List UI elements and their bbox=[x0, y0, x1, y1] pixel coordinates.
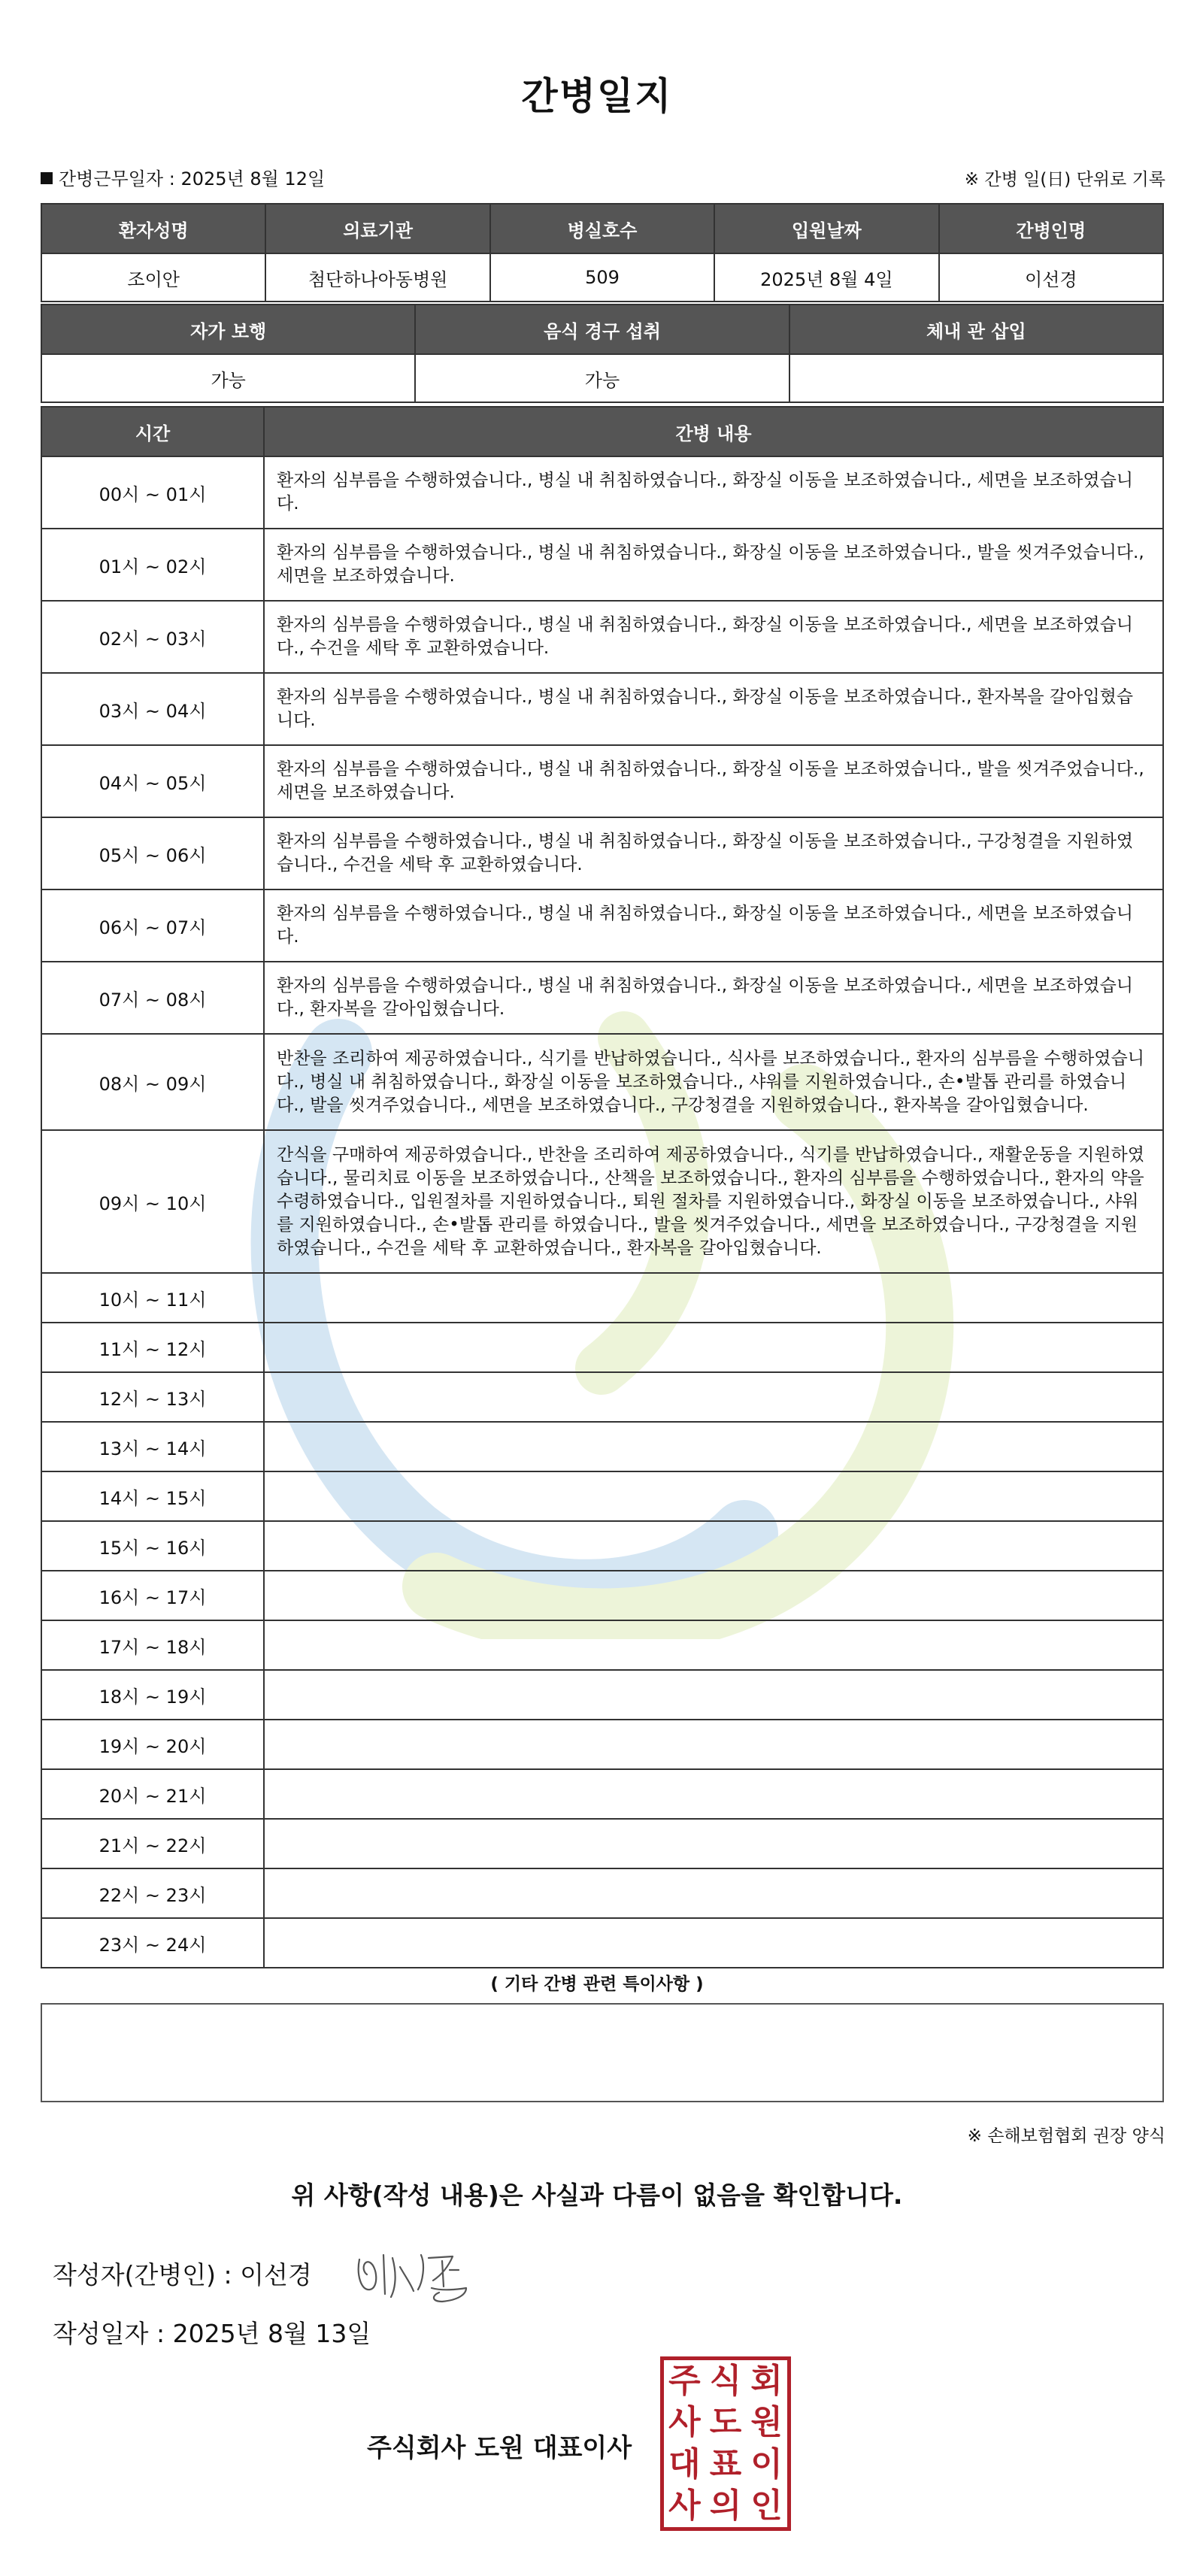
care-content: 환자의 심부름을 수행하였습니다., 병실 내 취침하였습니다., 화장실 이동을 보조하였습니다., 세면을 보조하였습니다. bbox=[264, 456, 1163, 529]
table-row bbox=[41, 1868, 1163, 1918]
care-content: 환자의 심부름을 수행하였습니다., 병실 내 취침하였습니다., 화장실 이동을 보조하였습니다., 세면을 보조하였습니다., 수건을 세탁 후 교환하였습니다. bbox=[264, 601, 1163, 673]
time-slot: 03시 ~ 04시 bbox=[41, 673, 264, 745]
time-slot: 12시 ~ 13시 bbox=[41, 1372, 264, 1422]
time-slot: 17시 ~ 18시 bbox=[41, 1620, 264, 1670]
care-content: 환자의 심부름을 수행하였습니다., 병실 내 취침하였습니다., 화장실 이동을 보조하였습니다., 환자복을 갈아입혔습니다. bbox=[264, 673, 1163, 745]
time-slot: 18시 ~ 19시 bbox=[41, 1670, 264, 1720]
table-row bbox=[41, 1471, 1163, 1521]
seal-character: 원 bbox=[750, 2403, 783, 2442]
table-row bbox=[41, 1372, 1163, 1422]
tube-insertion-value bbox=[789, 354, 1163, 402]
table-row bbox=[41, 1521, 1163, 1571]
care-content bbox=[264, 1323, 1163, 1372]
care-content bbox=[264, 1720, 1163, 1769]
patient-info-table bbox=[41, 203, 1164, 302]
confirm-statement: 위 사항(작성 내용)은 사실과 다름이 없음을 확인합니다. bbox=[291, 2181, 903, 2210]
table-row bbox=[41, 1918, 1163, 1968]
care-content: 간식을 구매하여 제공하였습니다., 반찬을 조리하여 제공하였습니다., 식기를 반납하였습니다., 재활운동을 지원하였습니다., 물리치료 이동을 보조하였습니다., 산책을 보조하였습니다., 환자의 심부름을 수행하였습니다., 환자의 약을 수령하였습니다., 입원절차를 지원하였습니다., 퇴원 절차를 지원하였습니다., 화장실 이동을 보조하였습니다., 샤워를 지원하였습니다., 손•발톱 관리를 하였습니다., 발을 씻겨주었습니다., 세면을 보조하였습니다., 구강청결을 지원하였습니다., 수건을 세탁 후 교환하였습니다., 환자복을 갈아입혔습니다. bbox=[264, 1130, 1163, 1273]
oral-intake-value: 가능 bbox=[415, 354, 789, 402]
care-content bbox=[264, 1769, 1163, 1819]
time-slot: 15시 ~ 16시 bbox=[41, 1521, 264, 1571]
time-slot: 06시 ~ 07시 bbox=[41, 889, 264, 962]
header-patient-name: 환자성명 bbox=[41, 204, 265, 253]
time-slot: 21시 ~ 22시 bbox=[41, 1819, 264, 1868]
table-row bbox=[41, 1130, 1163, 1273]
seal-character: 의 bbox=[709, 2487, 742, 2526]
time-slot: 04시 ~ 05시 bbox=[41, 745, 264, 817]
seal-character: 이 bbox=[750, 2444, 783, 2484]
care-content bbox=[264, 1620, 1163, 1670]
seal-character: 회 bbox=[750, 2361, 783, 2400]
care-content bbox=[264, 1819, 1163, 1868]
table-row bbox=[41, 1769, 1163, 1819]
care-content bbox=[264, 1372, 1163, 1422]
care-content bbox=[264, 1670, 1163, 1720]
notes-box bbox=[41, 2003, 1164, 2102]
patient-name: 조이안 bbox=[41, 253, 265, 302]
time-slot: 20시 ~ 21시 bbox=[41, 1769, 264, 1819]
care-content bbox=[264, 1471, 1163, 1521]
table-row bbox=[41, 529, 1163, 601]
table-row bbox=[41, 456, 1163, 529]
hospital: 첨단하나아동병원 bbox=[265, 253, 489, 302]
time-slot: 08시 ~ 09시 bbox=[41, 1034, 264, 1130]
self-walking-value: 가능 bbox=[41, 354, 415, 402]
table-row bbox=[41, 889, 1163, 962]
table-row bbox=[41, 817, 1163, 889]
time-slot: 23시 ~ 24시 bbox=[41, 1918, 264, 1968]
time-slot: 14시 ~ 15시 bbox=[41, 1471, 264, 1521]
square-bullet-icon bbox=[41, 172, 53, 184]
time-slot: 22시 ~ 23시 bbox=[41, 1868, 264, 1918]
table-row bbox=[41, 1670, 1163, 1720]
time-slot: 07시 ~ 08시 bbox=[41, 962, 264, 1034]
care-content: 반찬을 조리하여 제공하였습니다., 식기를 반납하였습니다., 식사를 보조하였습니다., 환자의 심부름을 수행하였습니다., 병실 내 취침하였습니다., 화장실 이동을 보조하였습니다., 샤워를 지원하였습니다., 손•발톱 관리를 하였습니다., 발을 씻겨주었습니다., 세면을 보조하였습니다., 구강청결을 지원하였습니다., 환자복을 갈아입혔습니다. bbox=[264, 1034, 1163, 1130]
time-slot: 10시 ~ 11시 bbox=[41, 1273, 264, 1323]
unit-note: ※ 간병 일(日) 단위로 기록 bbox=[964, 170, 1165, 189]
table-row bbox=[41, 1819, 1163, 1868]
notes-heading: ( 기타 간병 관련 특이사항 ) bbox=[490, 1974, 704, 1994]
header-oral-intake: 음식 경구 섭취 bbox=[415, 305, 789, 354]
table-row bbox=[41, 1620, 1163, 1670]
company-seal-stamp bbox=[660, 2356, 791, 2531]
work-date bbox=[41, 164, 325, 190]
header-hospital: 의료기관 bbox=[265, 204, 489, 253]
recommend-note: ※ 손해보험협회 권장 양식 bbox=[967, 2126, 1165, 2146]
care-content: 환자의 심부름을 수행하였습니다., 병실 내 취침하였습니다., 화장실 이동을 보조하였습니다., 발을 씻겨주었습니다., 세면을 보조하였습니다. bbox=[264, 745, 1163, 817]
time-slot: 13시 ~ 14시 bbox=[41, 1422, 264, 1471]
care-content bbox=[264, 1521, 1163, 1571]
seal-character: 사 bbox=[668, 2403, 701, 2442]
seal-character: 사 bbox=[668, 2487, 701, 2526]
time-slot: 16시 ~ 17시 bbox=[41, 1571, 264, 1620]
company-representative: 주식회사 도원 대표이사 bbox=[367, 2433, 632, 2463]
care-content: 환자의 심부름을 수행하였습니다., 병실 내 취침하였습니다., 화장실 이동을 보조하였습니다., 세면을 보조하였습니다., 환자복을 갈아입혔습니다. bbox=[264, 962, 1163, 1034]
table-row bbox=[41, 1273, 1163, 1323]
seal-character: 대 bbox=[668, 2444, 701, 2484]
care-content bbox=[264, 1571, 1163, 1620]
table-row bbox=[41, 1422, 1163, 1471]
writer-label: 작성자(간병인) : 이선경 bbox=[53, 2260, 312, 2290]
time-slot: 05시 ~ 06시 bbox=[41, 817, 264, 889]
care-content bbox=[264, 1273, 1163, 1323]
seal-character: 표 bbox=[709, 2444, 742, 2484]
table-row bbox=[41, 1720, 1163, 1769]
room-number: 509 bbox=[490, 253, 714, 302]
header-self-walking: 자가 보행 bbox=[41, 305, 415, 354]
header-admission-date: 입원날짜 bbox=[714, 204, 938, 253]
time-slot: 01시 ~ 02시 bbox=[41, 529, 264, 601]
care-content bbox=[264, 1422, 1163, 1471]
admission-date: 2025년 8월 4일 bbox=[714, 253, 938, 302]
time-slot: 09시 ~ 10시 bbox=[41, 1130, 264, 1273]
header-time: 시간 bbox=[41, 407, 264, 456]
table-row bbox=[41, 1571, 1163, 1620]
caregiver-name: 이선경 bbox=[939, 253, 1163, 302]
table-row bbox=[41, 673, 1163, 745]
header-caregiver-name: 간병인명 bbox=[939, 204, 1163, 253]
table-row bbox=[41, 962, 1163, 1034]
page-title: 간병일지 bbox=[521, 74, 673, 118]
seal-character: 인 bbox=[750, 2487, 783, 2526]
care-content: 환자의 심부름을 수행하였습니다., 병실 내 취침하였습니다., 화장실 이동을 보조하였습니다., 발을 씻겨주었습니다., 세면을 보조하였습니다. bbox=[264, 529, 1163, 601]
seal-character: 식 bbox=[709, 2361, 742, 2400]
table-row bbox=[41, 1323, 1163, 1372]
table-row bbox=[41, 745, 1163, 817]
work-date-label: 간병근무일자 : 2025년 8월 12일 bbox=[59, 168, 326, 189]
time-slot: 19시 ~ 20시 bbox=[41, 1720, 264, 1769]
care-content bbox=[264, 1868, 1163, 1918]
table-row bbox=[41, 1034, 1163, 1130]
write-date-label: 작성일자 : 2025년 8월 13일 bbox=[53, 2319, 371, 2348]
seal-character: 도 bbox=[709, 2403, 742, 2442]
care-content: 환자의 심부름을 수행하였습니다., 병실 내 취침하였습니다., 화장실 이동을 보조하였습니다., 구강청결을 지원하였습니다., 수건을 세탁 후 교환하였습니다. bbox=[264, 817, 1163, 889]
time-slot: 00시 ~ 01시 bbox=[41, 456, 264, 529]
seal-character: 주 bbox=[668, 2361, 701, 2400]
header-tube-insertion: 체내 관 삽입 bbox=[789, 305, 1163, 354]
care-content bbox=[264, 1918, 1163, 1968]
time-slot: 11시 ~ 12시 bbox=[41, 1323, 264, 1372]
care-content: 환자의 심부름을 수행하였습니다., 병실 내 취침하였습니다., 화장실 이동을 보조하였습니다., 세면을 보조하였습니다. bbox=[264, 889, 1163, 962]
time-slot: 02시 ~ 03시 bbox=[41, 601, 264, 673]
care-log-table bbox=[41, 406, 1164, 1968]
table-row bbox=[41, 601, 1163, 673]
header-care-content: 간병 내용 bbox=[264, 407, 1163, 456]
handwritten-signature bbox=[353, 2244, 489, 2312]
patient-status-table bbox=[41, 304, 1164, 403]
header-room: 병실호수 bbox=[490, 204, 714, 253]
